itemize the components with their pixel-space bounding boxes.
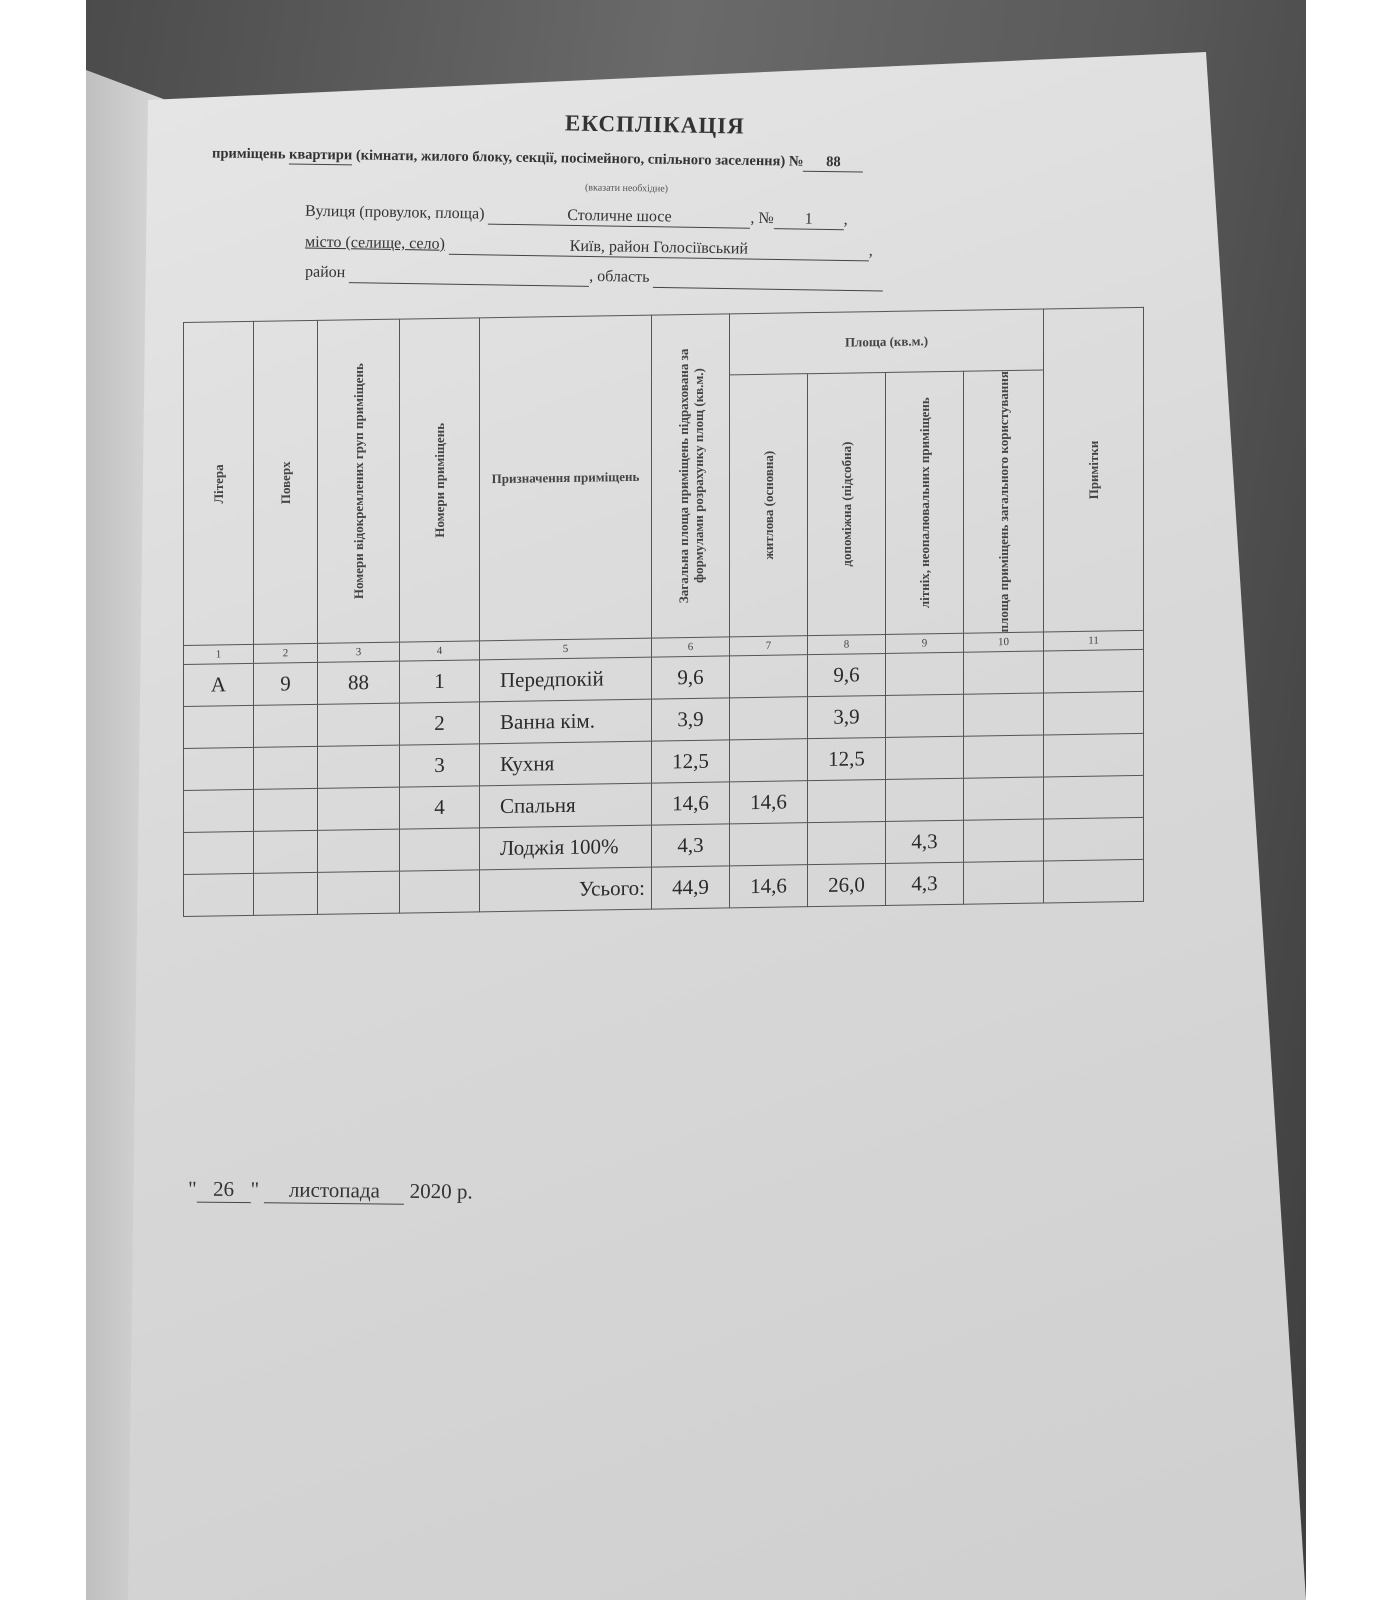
cell-living: 14,6: [730, 865, 808, 908]
cell-total: 9,6: [652, 656, 730, 699]
cell-name: Передпокій: [480, 657, 652, 702]
cell-litera: [184, 748, 254, 791]
cell-floor: [254, 789, 318, 832]
col-number: 7: [730, 636, 808, 656]
cell-note: [1044, 734, 1144, 778]
col-header-11: Примітки: [1044, 307, 1144, 632]
cell-summer: [886, 695, 964, 738]
col-number: 4: [400, 641, 480, 661]
cell-litera: [184, 706, 254, 749]
cell-room: [400, 828, 480, 871]
city-line: місто (селище, село) Київ, район Голосіївський ,: [304, 233, 873, 260]
subtitle-hint: (вказати необхідне): [584, 182, 669, 195]
cell-total: 44,9: [652, 866, 730, 909]
cell-group: [318, 829, 400, 872]
cell-summer: 4,3: [886, 821, 964, 864]
cell-room: 2: [400, 702, 480, 745]
house-value: 1: [774, 210, 844, 230]
document-title: ЕКСПЛІКАЦІЯ: [564, 110, 745, 139]
col-header-8: допоміжна (підсобна): [808, 372, 886, 636]
document-date: " 26 " листопада 2020 р.: [187, 1176, 473, 1204]
col-number: 11: [1044, 631, 1144, 652]
col-number: 6: [652, 637, 730, 657]
col-header-4: Номери приміщень: [400, 318, 480, 643]
cell-summer: [886, 737, 964, 780]
cell-total: 4,3: [652, 824, 730, 867]
cell-litera: А: [184, 664, 254, 707]
cell-name: Ванна кім.: [480, 699, 652, 744]
cell-note: [1044, 818, 1144, 862]
cell-floor: 9: [254, 663, 318, 706]
house-label: , №: [750, 209, 774, 228]
cell-floor: [254, 747, 318, 790]
cell-total: 14,6: [652, 782, 730, 825]
col-header-1: Літера: [184, 321, 254, 645]
cell-note: [1044, 650, 1144, 694]
cell-common: [964, 819, 1044, 862]
col-number: 5: [480, 638, 652, 660]
cell-living: [730, 739, 808, 782]
col-number: 2: [254, 644, 318, 664]
street-value: Столичне шосе: [488, 206, 750, 229]
cell-aux: [808, 822, 886, 865]
cell-note: [1044, 692, 1144, 736]
col-header-7: житлова (основна): [730, 374, 808, 638]
cell-living: 14,6: [730, 781, 808, 824]
cell-living: [730, 655, 808, 698]
date-day: 26: [196, 1177, 250, 1204]
cell-summer: 4,3: [886, 863, 964, 906]
street-label: Вулиця (провулок, площа): [304, 202, 485, 223]
cell-note: [1044, 776, 1144, 820]
cell-aux: 12,5: [808, 738, 886, 781]
cell-note: [1044, 860, 1144, 904]
cell-living: [730, 697, 808, 740]
date-month: листопада: [264, 1177, 404, 1204]
col-header-3: Номери відокремлених груп приміщень: [318, 319, 400, 644]
cell-group: 88: [318, 661, 400, 704]
cell-room: 1: [400, 660, 480, 703]
cell-aux: 9,6: [808, 654, 886, 697]
cell-aux: 26,0: [808, 864, 886, 907]
explication-table-wrapper: [183, 307, 1143, 917]
cell-group: [318, 745, 400, 788]
cell-group: [318, 787, 400, 830]
street-line: Вулиця (провулок, площа) Столичне шосе , № 1 ,: [304, 202, 848, 229]
area-group-header: Площа (кв.м.): [730, 309, 1044, 375]
cell-floor: [254, 831, 318, 874]
col-header-2: Поверх: [254, 320, 318, 644]
subtitle-text: (кімнати, жилого блоку, секції, посімейного, спільного заселення) №: [355, 147, 804, 170]
cell-common: [964, 693, 1044, 736]
cell-total: 12,5: [652, 740, 730, 783]
cell-total: 3,9: [652, 698, 730, 741]
totals-label: Усього:: [480, 867, 652, 912]
cell-floor: [254, 705, 318, 748]
col-number: 9: [886, 634, 964, 654]
cell-living: [730, 823, 808, 866]
cell-common: [964, 651, 1044, 694]
col-header-9: літніх, неопалювальних приміщень: [886, 371, 964, 635]
explication-table: [183, 307, 1144, 917]
cell-group: [318, 703, 400, 746]
cell-common: [964, 777, 1044, 820]
city-label: місто (селище, село): [304, 233, 446, 253]
col-number: 8: [808, 635, 886, 655]
cell-summer: [886, 779, 964, 822]
region-label: , область: [589, 267, 650, 286]
cell-room: 4: [400, 786, 480, 829]
col-number: 3: [318, 642, 400, 662]
col-header-5: Призначення приміщень: [480, 315, 652, 641]
cell-name: Кухня: [480, 741, 652, 786]
cell-common: [964, 861, 1044, 904]
cell-litera: [184, 790, 254, 833]
cell-room: 3: [400, 744, 480, 787]
col-header-10: площа приміщень загального користування: [964, 370, 1044, 634]
subtitle-prefix: приміщень: [211, 145, 286, 163]
apartment-number: 88: [803, 154, 863, 173]
district-label: район: [304, 263, 346, 282]
col-number: 10: [964, 632, 1044, 652]
cell-name: Спальня: [480, 783, 652, 828]
cell-litera: [184, 832, 254, 875]
cell-aux: [808, 780, 886, 823]
cell-common: [964, 735, 1044, 778]
col-number: 1: [184, 645, 254, 665]
city-value: Київ, район Голосіївський: [449, 236, 869, 262]
cell-aux: 3,9: [808, 696, 886, 739]
cell-summer: [886, 653, 964, 696]
subtitle-kind: квартири: [288, 146, 353, 164]
date-year: 2020 р.: [409, 1178, 473, 1204]
col-header-6: Загальна площа приміщень підрахована за формулами розрахунку площ (кв.м.): [652, 314, 730, 639]
cell-name: Лоджія 100%: [480, 825, 652, 870]
